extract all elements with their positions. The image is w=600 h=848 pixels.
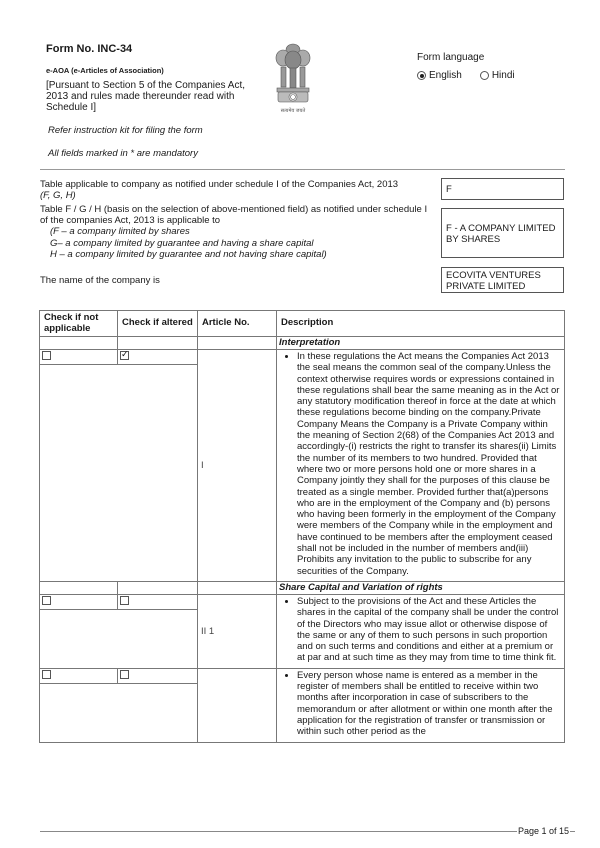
- section-row: [40, 337, 565, 350]
- header-divider: [40, 169, 565, 170]
- description-text: • Subject to the provisions of the Act and these Articles the shares in the capital of the company shall be under the control of the Directors who may issue allot or otherwise dispose of the same or any of them to such persons in such proportion and on such terms and conditions and either at a premium or at par and at such time as they may from time to time think fit.: [297, 596, 561, 664]
- form-number: Form No. INC-34: [46, 43, 133, 55]
- table-type-option-g: G– a company limited by guarantee and having a share capital: [50, 237, 314, 249]
- table-type-option-h: H – a company limited by guarantee and not having share capital): [50, 249, 327, 260]
- section-row: [40, 581, 565, 594]
- table-row: [40, 668, 565, 683]
- altered-cell: [118, 668, 198, 683]
- section-title: Interpretation: [277, 337, 565, 350]
- form-subtitle: e-AOA (e-Articles of Association): [46, 66, 164, 75]
- empty-cell: [198, 581, 277, 594]
- empty-cell: [40, 609, 198, 668]
- table-applicable-field[interactable]: F: [441, 178, 564, 200]
- altered-checkbox[interactable]: [120, 596, 129, 605]
- description-cell: [277, 350, 565, 582]
- form-language-radio-group: [417, 70, 515, 81]
- footer-divider: [40, 831, 575, 832]
- empty-cell: [40, 365, 198, 582]
- section-title: Share Capital and Variation of rights: [277, 581, 565, 594]
- article-no: [198, 668, 277, 742]
- emblem-caption: सत्यमेव जयते: [280, 108, 306, 114]
- language-option-label: Hindi: [491, 70, 515, 81]
- company-name-label: The name of the company is: [40, 275, 160, 286]
- not-applicable-checkbox[interactable]: [42, 351, 51, 360]
- empty-cell: [198, 337, 277, 350]
- company-name-field[interactable]: ECOVITA VENTURES PRIVATE LIMITED: [441, 267, 564, 293]
- not-applicable-checkbox[interactable]: [42, 670, 51, 679]
- header-article-no: Article No.: [198, 311, 277, 337]
- description-cell: [277, 594, 565, 668]
- table-applicable-hint: (F, G, H): [40, 190, 76, 201]
- language-option-english[interactable]: [417, 70, 462, 81]
- not-applicable-checkbox[interactable]: [42, 596, 51, 605]
- instruction-kit-note: Refer instruction kit for filing the form: [48, 125, 203, 136]
- national-emblem-icon: [268, 40, 318, 118]
- pursuant-note: [Pursuant to Section 5 of the Companies Act, 2013 and rules made thereunder read with Schedule I]: [46, 80, 246, 113]
- empty-cell: [40, 683, 198, 742]
- empty-cell: [40, 337, 118, 350]
- not-applicable-cell: [40, 350, 118, 365]
- mandatory-note: All fields marked in * are mandatory: [48, 148, 198, 159]
- description-text: • In these regulations the Act means the Companies Act 2013 the seal means the common seal of the company.Unless the context otherwise requires words or expressions contained in these regulations shall bear the same meaning as in the Act or any statutory modification thereof in force at the date at which these regulations become binding on the company.Private Company Means the Company is a Private Company within the meaning of Section 2(68) of the Companies Act 2013 and accordingly-(i) restricts the right to transfer its shares(ii) Limits the number of its members to two hundred. Provided that where two or more persons hold one or more shares in a Company jointly they shall for the purposes of this clause be treated as a single member. Provided further that(a)persons who are in the employment of the Company and (b) persons who having been formerly in the employment of the Company were members of the Company while in the employment and have continued to be members after the employment ceased shall not be included in the number of members and(iii) Prohibits any invitation to the public to subscribe for any securities of the Company.: [297, 351, 561, 577]
- form-language-label: Form language: [417, 52, 485, 63]
- table-type-options-hint: [50, 226, 327, 261]
- header-altered: Check if altered: [118, 311, 198, 337]
- not-applicable-cell: [40, 594, 118, 609]
- radio-selected-icon[interactable]: [417, 71, 426, 80]
- table-type-label: Table F / G / H (basis on the selection of above-mentioned field) as notified under schedule I of the companies Act, 2013 is applicable to: [40, 204, 428, 226]
- radio-unselected-icon[interactable]: [480, 71, 489, 80]
- table-type-field[interactable]: F - A COMPANY LIMITED BY SHARES: [441, 208, 564, 258]
- description-text: • Every person whose name is entered as a member in the register of members shall be entitled to receive within two months after incorporation in case of subscribers to the memorandum or after allotment or within one month after the application for the registration of transfer or transmission or within such other period as the: [297, 670, 561, 738]
- language-option-label: English: [429, 70, 462, 81]
- altered-cell: [118, 350, 198, 365]
- header-description: Description: [277, 311, 565, 337]
- empty-cell: [118, 337, 198, 350]
- page-number: Page 1 of 15: [518, 826, 570, 836]
- altered-checkbox[interactable]: [120, 351, 129, 360]
- table-row: [40, 594, 565, 609]
- altered-cell: [118, 594, 198, 609]
- articles-table: [39, 310, 565, 743]
- header-not-applicable: Check if not applicable: [40, 311, 118, 337]
- table-row: [40, 350, 565, 365]
- article-no: II 1: [198, 594, 277, 668]
- empty-cell: [118, 581, 198, 594]
- article-no: I: [198, 350, 277, 582]
- empty-cell: [40, 581, 118, 594]
- table-applicable-label: Table applicable to company as notified under schedule I of the Companies Act, 2013: [40, 179, 399, 190]
- altered-checkbox[interactable]: [120, 670, 129, 679]
- not-applicable-cell: [40, 668, 118, 683]
- table-type-option-f: (F – a company limited by shares: [50, 226, 190, 237]
- table-header-row: [40, 311, 565, 337]
- description-cell: [277, 668, 565, 742]
- language-option-hindi[interactable]: [480, 70, 515, 81]
